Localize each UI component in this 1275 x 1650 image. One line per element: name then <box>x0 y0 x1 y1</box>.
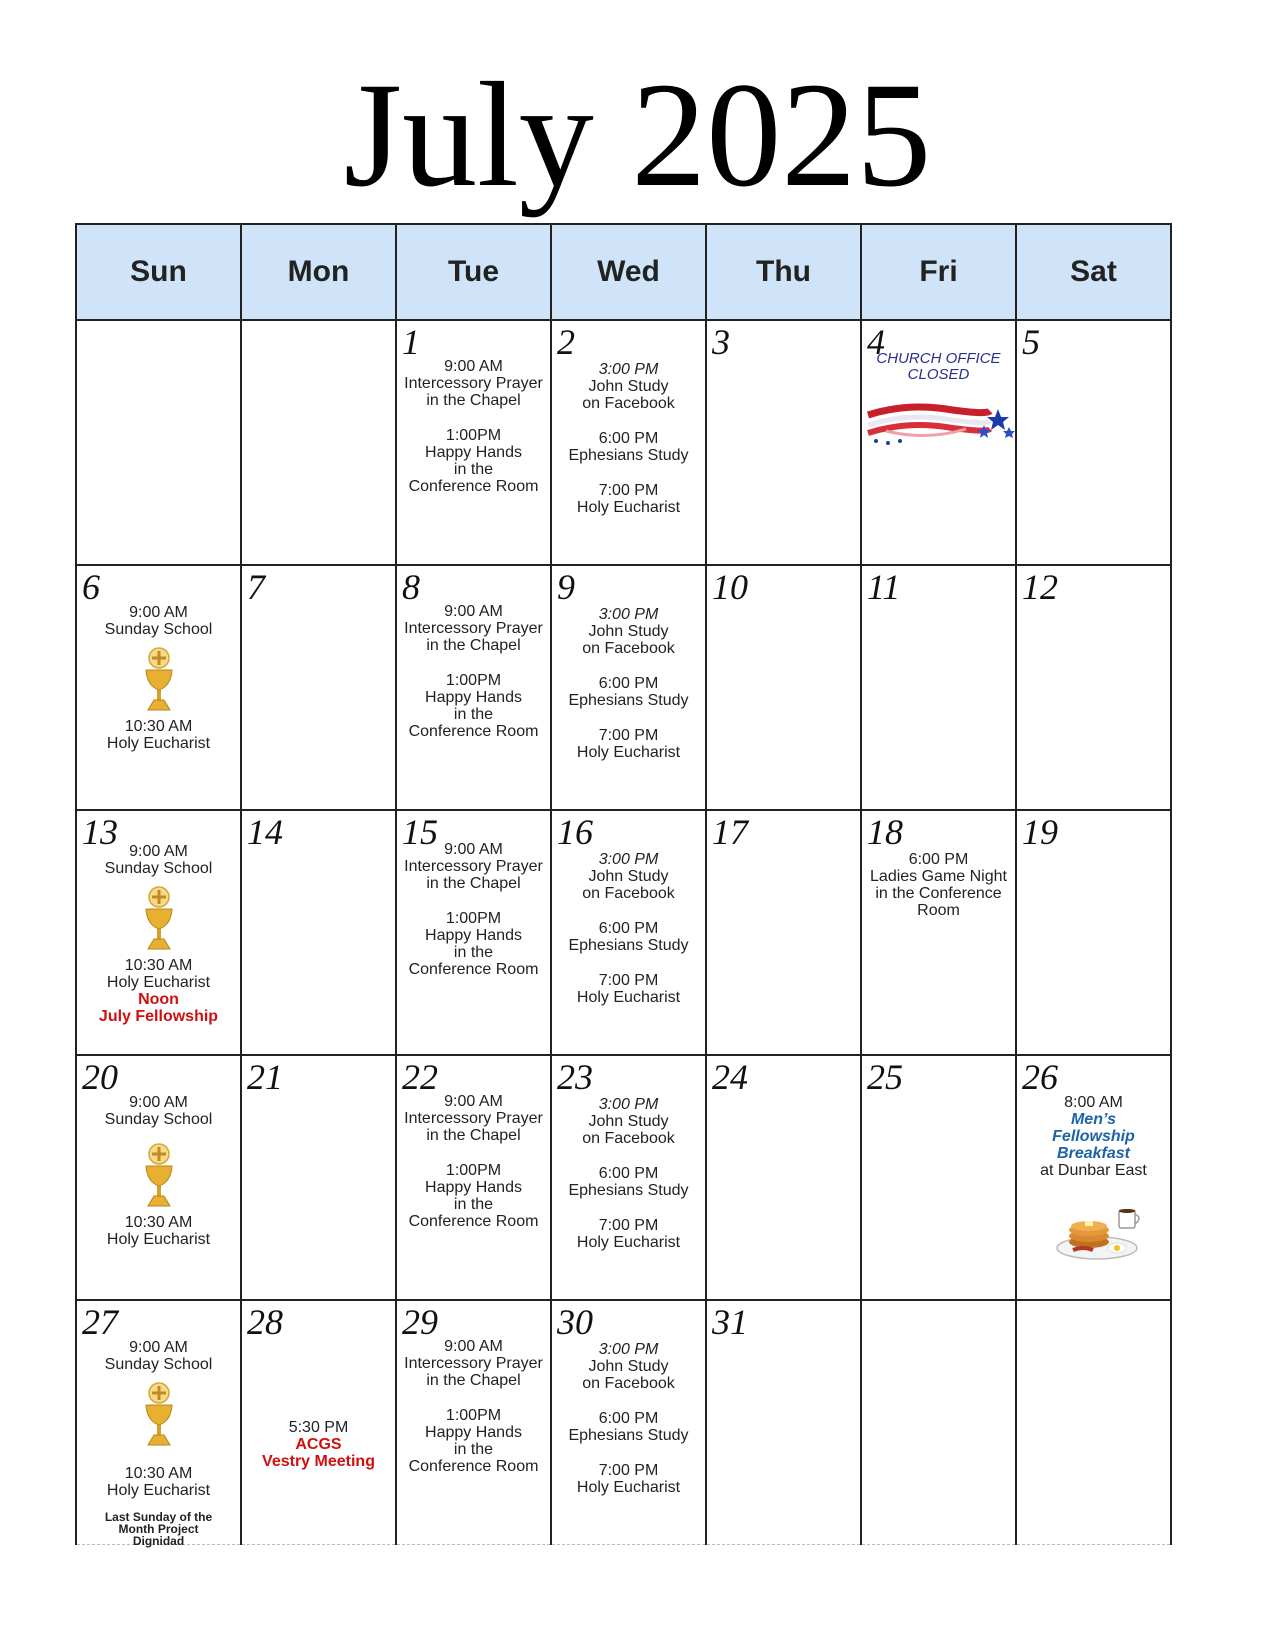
event-july-fellowship: July Fellowship <box>98 1008 219 1025</box>
event-text: Holy Eucharist <box>106 735 211 752</box>
event-last-sunday: Month Project <box>118 1522 199 1536</box>
event-text: John Study <box>588 623 669 640</box>
event-time: 6:00 PM <box>908 851 969 868</box>
event-text: Holy Eucharist <box>576 1234 681 1251</box>
calendar-grid <box>75 223 1172 1548</box>
day-events <box>77 1339 240 1547</box>
day-cell-18 <box>861 810 1016 1055</box>
event-mens-fellowship: Breakfast <box>1057 1145 1130 1162</box>
day-events <box>77 843 240 1025</box>
day-cell-30 <box>551 1300 706 1545</box>
chalice-icon <box>142 1381 176 1447</box>
event-time: 9:00 AM <box>444 358 503 375</box>
day-number: 27 <box>82 1302 118 1342</box>
event-time: 1:00PM <box>445 1407 502 1424</box>
weekday-mon: Mon <box>241 224 396 320</box>
event-text: John Study <box>588 1113 669 1130</box>
event-text: in the Chapel <box>426 1372 521 1389</box>
event-time: 1:00PM <box>445 672 502 689</box>
day-number: 15 <box>402 812 438 852</box>
event-text: Ephesians Study <box>568 447 689 464</box>
event-time: 7:00 PM <box>598 482 659 499</box>
event-time: 9:00 AM <box>444 1093 503 1110</box>
weekday-tue: Tue <box>396 224 551 320</box>
day-cell-23 <box>551 1055 706 1300</box>
day-number: 24 <box>712 1057 748 1097</box>
day-cell-11 <box>861 565 1016 810</box>
day-number: 16 <box>557 812 593 852</box>
event-text: on Facebook <box>582 395 675 412</box>
day-number: 25 <box>867 1057 903 1097</box>
office-closed-line: CHURCH OFFICE <box>876 350 1001 367</box>
day-cell-5 <box>1016 320 1171 565</box>
day-number: 2 <box>557 322 575 362</box>
event-text: John Study <box>588 378 669 395</box>
day-cell-7 <box>241 565 396 810</box>
day-cell-21 <box>241 1055 396 1300</box>
event-text: Holy Eucharist <box>576 499 681 516</box>
event-time: 9:00 AM <box>129 1094 188 1111</box>
event-time: 8:00 AM <box>1064 1094 1123 1111</box>
event-text: Conference Room <box>408 723 539 740</box>
event-last-sunday: Dignidad <box>132 1534 185 1548</box>
event-text: on Facebook <box>582 640 675 657</box>
day-number: 26 <box>1022 1057 1058 1097</box>
event-text: Conference Room <box>408 1213 539 1230</box>
day-cell-8 <box>396 565 551 810</box>
day-number: 11 <box>867 567 901 607</box>
event-text: Holy Eucharist <box>106 974 211 991</box>
day-events <box>552 851 705 1006</box>
day-cell-empty <box>76 320 241 565</box>
weekday-header-row <box>76 224 1171 320</box>
day-cell-empty <box>861 1300 1016 1545</box>
chalice-icon <box>142 885 176 951</box>
event-text: on Facebook <box>582 1130 675 1147</box>
day-cell-14 <box>241 810 396 1055</box>
event-text: in the <box>453 1441 494 1458</box>
day-cell-3 <box>706 320 861 565</box>
day-number: 17 <box>712 812 748 852</box>
day-cell-13 <box>76 810 241 1055</box>
day-cell-2 <box>551 320 706 565</box>
day-number: 31 <box>712 1302 748 1342</box>
day-events <box>862 851 1015 919</box>
breakfast-image <box>1055 1204 1145 1262</box>
event-text: on Facebook <box>582 1375 675 1392</box>
event-text: Sunday School <box>104 621 213 638</box>
day-cell-10 <box>706 565 861 810</box>
day-events <box>552 606 705 761</box>
event-time: 7:00 PM <box>598 972 659 989</box>
event-text: Holy Eucharist <box>576 989 681 1006</box>
event-text: Ephesians Study <box>568 937 689 954</box>
day-number: 7 <box>247 567 265 607</box>
day-number: 10 <box>712 567 748 607</box>
day-events <box>397 603 550 740</box>
day-cell-4 <box>861 320 1016 565</box>
day-cell-25 <box>861 1055 1016 1300</box>
event-text: in the <box>453 461 494 478</box>
day-cell-22 <box>396 1055 551 1300</box>
event-text: Ephesians Study <box>568 1182 689 1199</box>
event-text: Sunday School <box>104 1111 213 1128</box>
day-cell-12 <box>1016 565 1171 810</box>
event-text: Room <box>917 902 960 919</box>
event-time: 10:30 AM <box>124 1214 193 1231</box>
event-text: Happy Hands <box>425 1179 522 1196</box>
event-time: 6:00 PM <box>598 1165 659 1182</box>
day-events <box>397 1338 550 1475</box>
day-cell-empty <box>1016 1300 1171 1545</box>
week-row <box>76 1055 1171 1300</box>
event-text: in the Chapel <box>426 637 521 654</box>
event-time: 9:00 AM <box>444 603 503 620</box>
event-text: Holy Eucharist <box>106 1482 211 1499</box>
event-time: 1:00PM <box>445 1162 502 1179</box>
day-cell-26 <box>1016 1055 1171 1300</box>
event-vestry: ACGS <box>295 1436 342 1453</box>
day-events <box>77 604 240 752</box>
week-row <box>76 1300 1171 1545</box>
event-time: 9:00 AM <box>444 841 503 858</box>
event-text: Happy Hands <box>425 689 522 706</box>
event-time: 1:00PM <box>445 910 502 927</box>
event-time: 7:00 PM <box>598 1462 659 1479</box>
day-cell-29 <box>396 1300 551 1545</box>
day-number: 8 <box>402 567 420 607</box>
day-cell-15 <box>396 810 551 1055</box>
event-text: Sunday School <box>104 1356 213 1373</box>
event-time: 6:00 PM <box>598 920 659 937</box>
event-text: Holy Eucharist <box>106 1231 211 1248</box>
event-text: Conference Room <box>408 961 539 978</box>
day-number: 29 <box>402 1302 438 1342</box>
event-text: at Dunbar East <box>1040 1162 1147 1179</box>
week-row <box>76 810 1171 1055</box>
day-events <box>552 361 705 516</box>
event-time: 10:30 AM <box>124 718 193 735</box>
event-text: Ladies Game Night <box>870 868 1007 885</box>
day-cell-16 <box>551 810 706 1055</box>
week-row <box>76 565 1171 810</box>
event-time: 7:00 PM <box>598 1217 659 1234</box>
event-time: 6:00 PM <box>598 1410 659 1427</box>
event-text: John Study <box>588 868 669 885</box>
day-number: 1 <box>402 322 420 362</box>
event-time: 7:00 PM <box>598 727 659 744</box>
day-cell-31 <box>706 1300 861 1545</box>
event-time: 3:00 PM <box>598 851 659 868</box>
event-text: John Study <box>588 1358 669 1375</box>
day-cell-9 <box>551 565 706 810</box>
day-number: 28 <box>247 1302 283 1342</box>
day-events <box>397 841 550 978</box>
event-text: in the Conference <box>875 885 1002 902</box>
day-events <box>242 1419 395 1470</box>
event-text: Sunday School <box>104 860 213 877</box>
chalice-icon <box>142 1142 176 1208</box>
event-vestry: Vestry Meeting <box>262 1453 375 1470</box>
event-text: Ephesians Study <box>568 1427 689 1444</box>
day-number: 9 <box>557 567 575 607</box>
day-number: 6 <box>82 567 100 607</box>
event-text: Conference Room <box>408 478 539 495</box>
day-cell-17 <box>706 810 861 1055</box>
event-text: Intercessory Prayer <box>404 1355 543 1372</box>
event-noon: Noon <box>138 991 179 1008</box>
day-number: 23 <box>557 1057 593 1097</box>
day-events <box>552 1341 705 1496</box>
event-time: 10:30 AM <box>124 1465 193 1482</box>
event-time: 3:00 PM <box>598 361 659 378</box>
event-text: in the Chapel <box>426 392 521 409</box>
event-time: 1:00PM <box>445 427 502 444</box>
event-time: 3:00 PM <box>598 1341 659 1358</box>
weekday-thu: Thu <box>706 224 861 320</box>
event-mens-fellowship: Fellowship <box>1052 1128 1135 1145</box>
event-text: in the <box>453 1196 494 1213</box>
day-number: 22 <box>402 1057 438 1097</box>
day-cell-27 <box>76 1300 241 1548</box>
day-number: 19 <box>1022 812 1058 852</box>
day-number: 4 <box>867 322 885 362</box>
chalice-icon <box>142 646 176 712</box>
day-number: 5 <box>1022 322 1040 362</box>
event-text: Happy Hands <box>425 1424 522 1441</box>
day-events <box>397 1093 550 1230</box>
day-cell-6 <box>76 565 241 810</box>
event-text: Ephesians Study <box>568 692 689 709</box>
event-time: 6:00 PM <box>598 430 659 447</box>
day-number: 12 <box>1022 567 1058 607</box>
event-text: Intercessory Prayer <box>404 375 543 392</box>
weekday-sun: Sun <box>76 224 241 320</box>
event-text: Holy Eucharist <box>576 744 681 761</box>
event-time: 5:30 PM <box>288 1419 349 1436</box>
day-cell-20 <box>76 1055 241 1300</box>
event-mens-fellowship: Men’s <box>1070 1111 1117 1128</box>
event-time: 10:30 AM <box>124 957 193 974</box>
day-number: 20 <box>82 1057 118 1097</box>
day-number: 30 <box>557 1302 593 1342</box>
day-cell-28 <box>241 1300 396 1545</box>
office-closed-line: CLOSED <box>907 366 970 383</box>
event-time: 9:00 AM <box>129 843 188 860</box>
event-last-sunday: Last Sunday of the <box>104 1510 213 1524</box>
day-cell-empty <box>241 320 396 565</box>
event-time: 6:00 PM <box>598 675 659 692</box>
day-number: 21 <box>247 1057 283 1097</box>
event-text: in the Chapel <box>426 1127 521 1144</box>
office-closed-notice <box>862 351 1015 383</box>
event-text: in the <box>453 706 494 723</box>
event-text: Happy Hands <box>425 444 522 461</box>
day-number: 13 <box>82 812 118 852</box>
day-number: 18 <box>867 812 903 852</box>
event-text: Conference Room <box>408 1458 539 1475</box>
event-text: in the <box>453 944 494 961</box>
day-events <box>1017 1094 1170 1179</box>
flag-banner-image <box>866 401 1018 449</box>
day-number: 3 <box>712 322 730 362</box>
event-text: Holy Eucharist <box>576 1479 681 1496</box>
event-text: Happy Hands <box>425 927 522 944</box>
week-row <box>76 320 1171 565</box>
event-text: on Facebook <box>582 885 675 902</box>
event-time: 3:00 PM <box>598 1096 659 1113</box>
day-cell-24 <box>706 1055 861 1300</box>
event-text: Intercessory Prayer <box>404 1110 543 1127</box>
weekday-wed: Wed <box>551 224 706 320</box>
day-events <box>552 1096 705 1251</box>
event-time: 9:00 AM <box>129 1339 188 1356</box>
day-cell-19 <box>1016 810 1171 1055</box>
event-time: 9:00 AM <box>129 604 188 621</box>
event-time: 9:00 AM <box>444 1338 503 1355</box>
event-text: Intercessory Prayer <box>404 620 543 637</box>
calendar-title: July 2025 <box>343 52 932 218</box>
weekday-fri: Fri <box>861 224 1016 320</box>
event-time: 3:00 PM <box>598 606 659 623</box>
day-number: 14 <box>247 812 283 852</box>
event-text: Intercessory Prayer <box>404 858 543 875</box>
day-cell-1 <box>396 320 551 565</box>
event-text: in the Chapel <box>426 875 521 892</box>
day-events <box>77 1094 240 1248</box>
day-events <box>397 358 550 495</box>
weekday-sat: Sat <box>1016 224 1171 320</box>
